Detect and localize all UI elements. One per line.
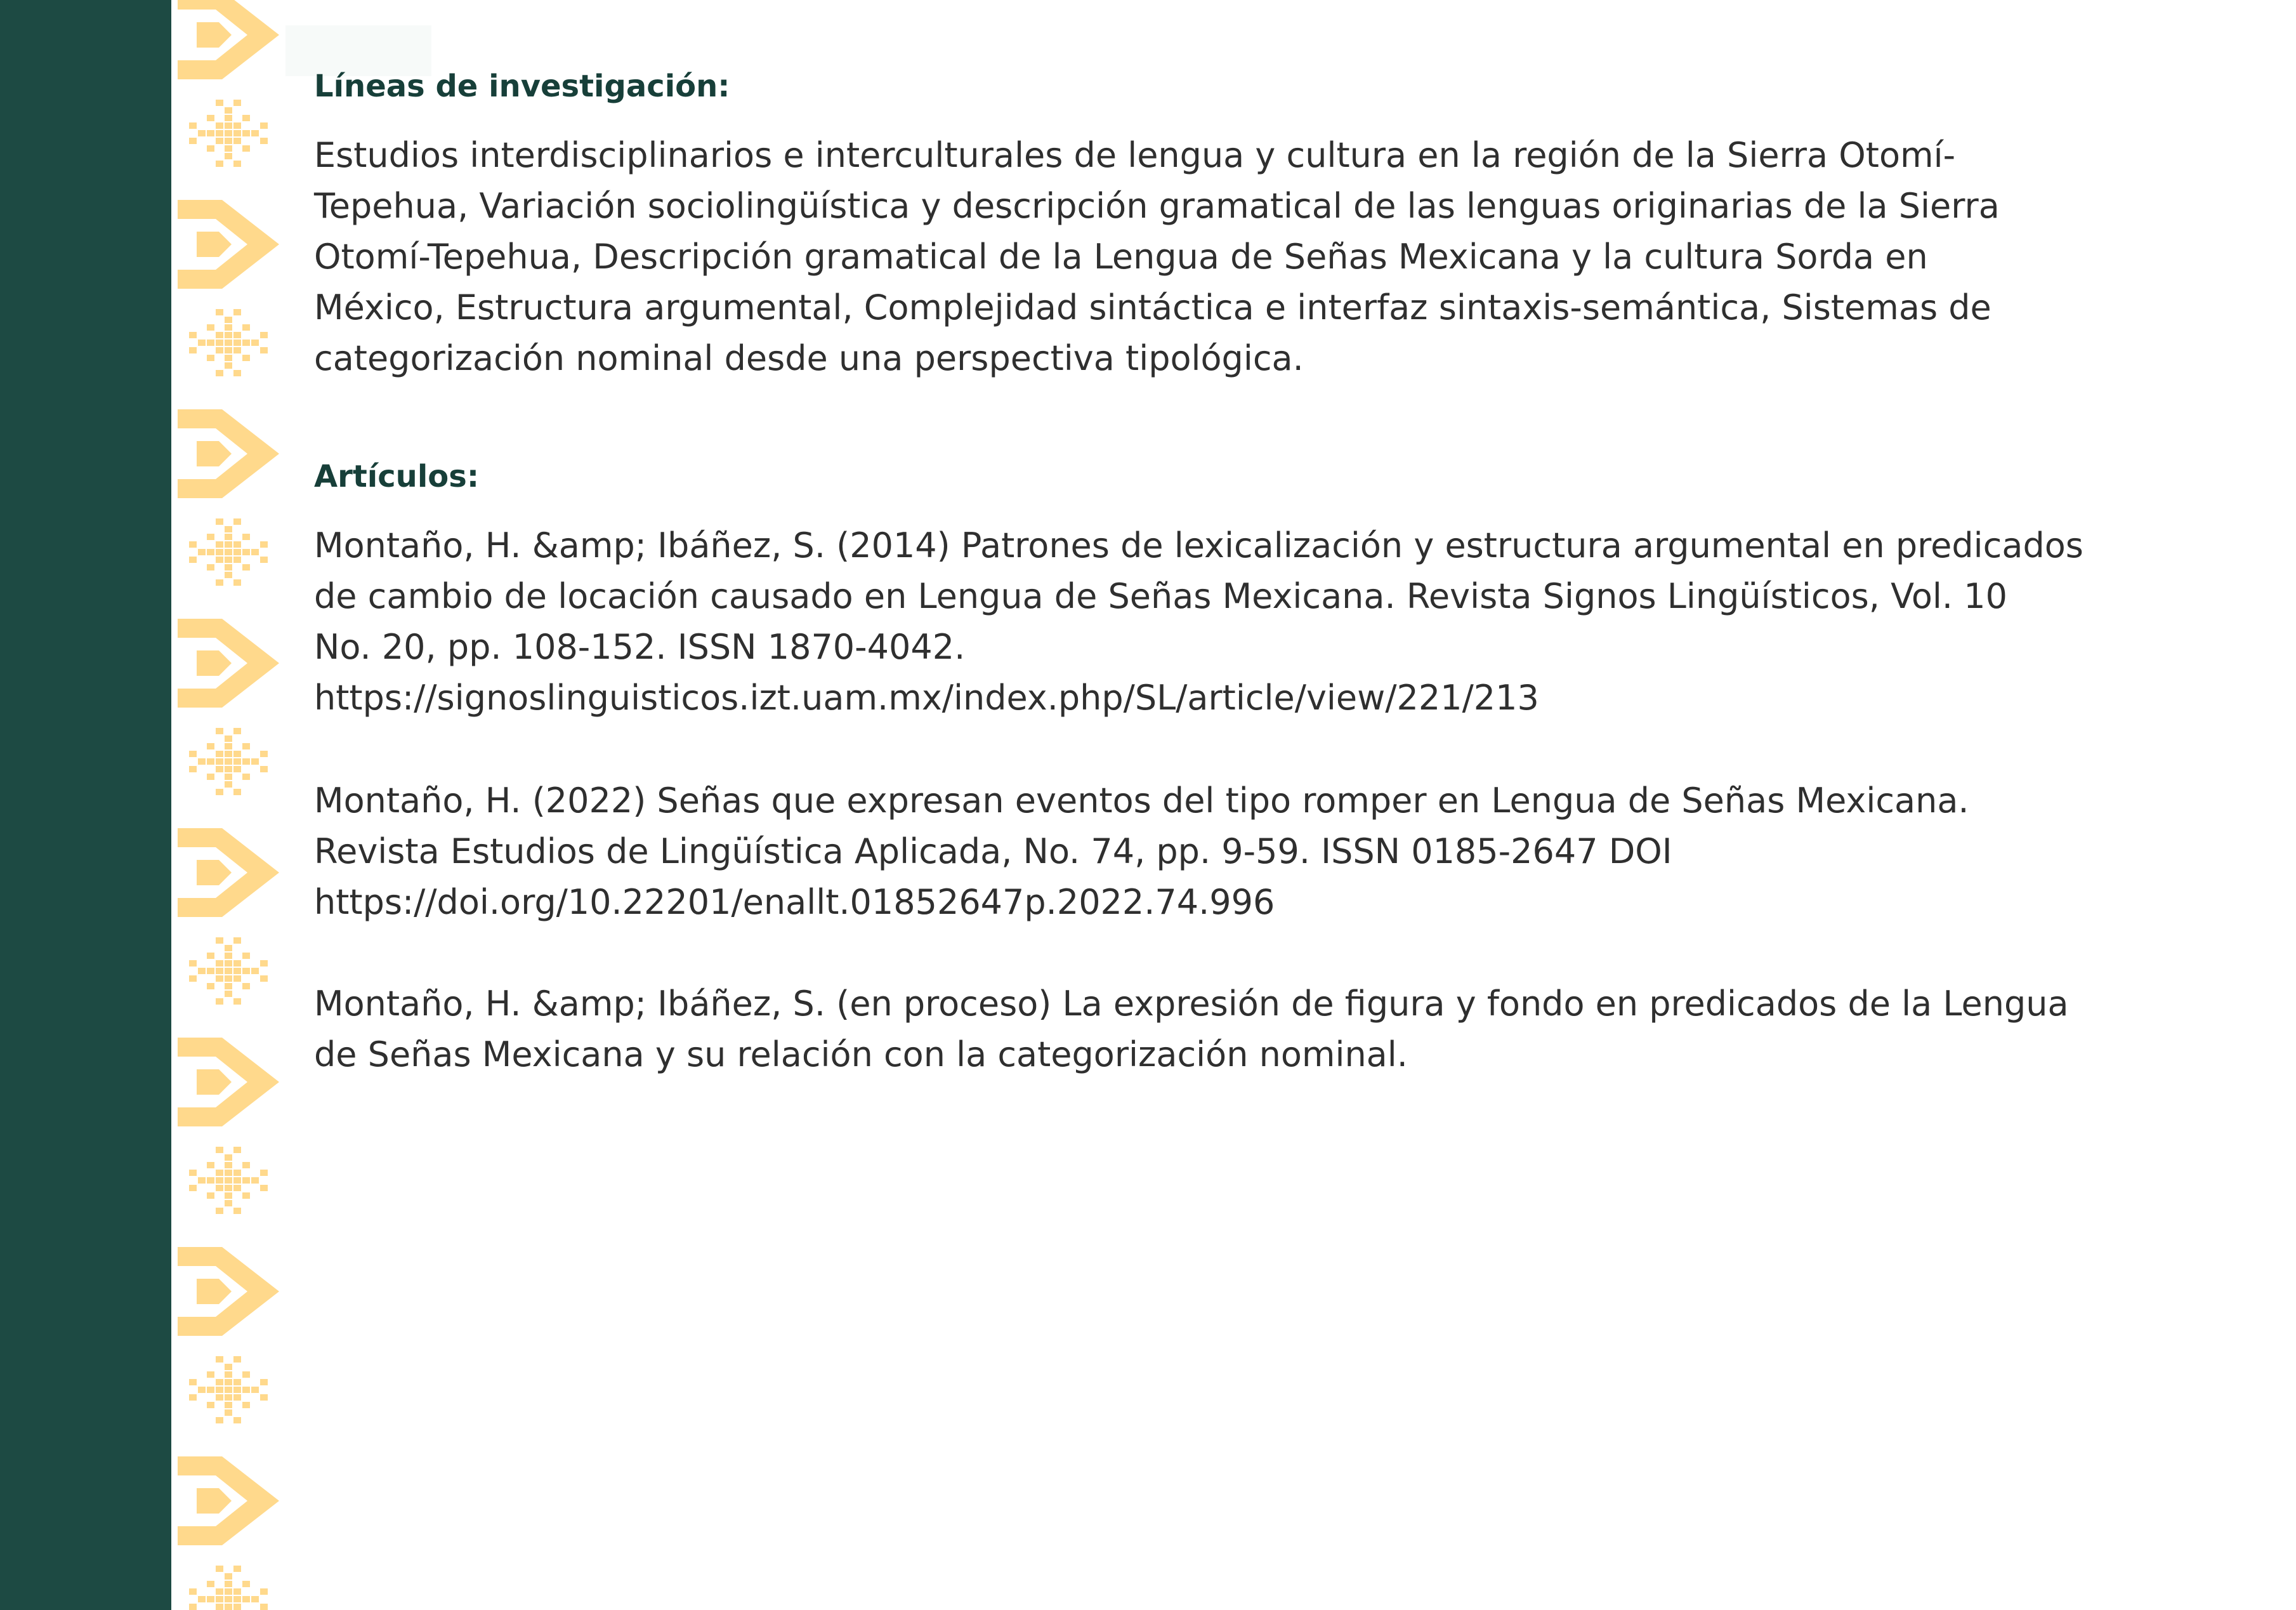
star-motif — [189, 1147, 268, 1214]
star-motif — [189, 309, 268, 376]
fret-pattern-icon — [171, 0, 285, 1610]
article-entry-2 — [314, 775, 2224, 928]
lineas-line: Estudios interdisciplinarios e interculturales de lengua y cultura en la región de la Sierra Otomí- — [314, 135, 1956, 175]
star-motif — [189, 100, 268, 167]
article-line: Montaño, H. &amp; Ibáñez, S. (2014) Patrones de lexicalización y estructura argumental en predicados — [314, 525, 2083, 565]
star-motif — [189, 728, 268, 795]
fret-motif — [178, 828, 279, 917]
article-entry-3 — [314, 979, 2224, 1080]
lineas-heading: Líneas de investigación: — [314, 69, 730, 104]
articulos-heading: Artículos: — [314, 459, 480, 494]
fret-motif — [178, 1247, 279, 1336]
article-line: Revista Estudios de Lingüística Aplicada, No. 74, pp. 9-59. ISSN 0185-2647 DOI — [314, 831, 1672, 871]
lineas-line: categorización nominal desde una perspectiva tipológica. — [314, 338, 1304, 378]
article-line: Montaño, H. &amp; Ibáñez, S. (en proceso) La expresión de figura y fondo en predicados de la Lengua — [314, 984, 2069, 1024]
fret-motif — [178, 0, 279, 79]
lineas-line: Tepehua, Variación sociolingüística y descripción gramatical de las lenguas originarias de la Sierra — [314, 186, 2000, 226]
article-link[interactable]: https://signoslinguisticos.izt.uam.mx/index.php/SL/article/view/221/213 — [314, 678, 1539, 718]
fret-motif — [178, 409, 279, 498]
fret-motif — [178, 200, 279, 289]
lineas-paragraph — [314, 130, 2224, 384]
article-line: de cambio de locación causado en Lengua de Señas Mexicana. Revista Signos Lingüísticos, Vol. 10 — [314, 576, 2007, 616]
left-color-band — [0, 0, 171, 1610]
star-motif — [189, 1356, 268, 1423]
lineas-line: Otomí-Tepehua, Descripción gramatical de la Lengua de Señas Mexicana y la cultura Sorda en — [314, 237, 1928, 277]
star-motif — [189, 1566, 268, 1610]
article-line: Montaño, H. (2022) Señas que expresan eventos del tipo romper en Lengua de Señas Mexicana. — [314, 781, 1969, 821]
article-entry-1 — [314, 520, 2224, 723]
article-line: No. 20, pp. 108-152. ISSN 1870-4042. — [314, 627, 966, 667]
decorative-pattern-strip — [171, 0, 285, 1610]
star-motif — [189, 937, 268, 1005]
star-motif — [189, 518, 268, 586]
fret-motif — [178, 619, 279, 708]
article-link[interactable]: https://doi.org/10.22201/enallt.01852647p.2022.74.996 — [314, 882, 1275, 922]
fret-motif — [178, 1038, 279, 1126]
article-line: de Señas Mexicana y su relación con la categorización nominal. — [314, 1034, 1408, 1074]
fret-motif — [178, 1456, 279, 1545]
lineas-line: México, Estructura argumental, Complejidad sintáctica e interfaz sintaxis-semántica, Sistemas de — [314, 287, 1991, 327]
